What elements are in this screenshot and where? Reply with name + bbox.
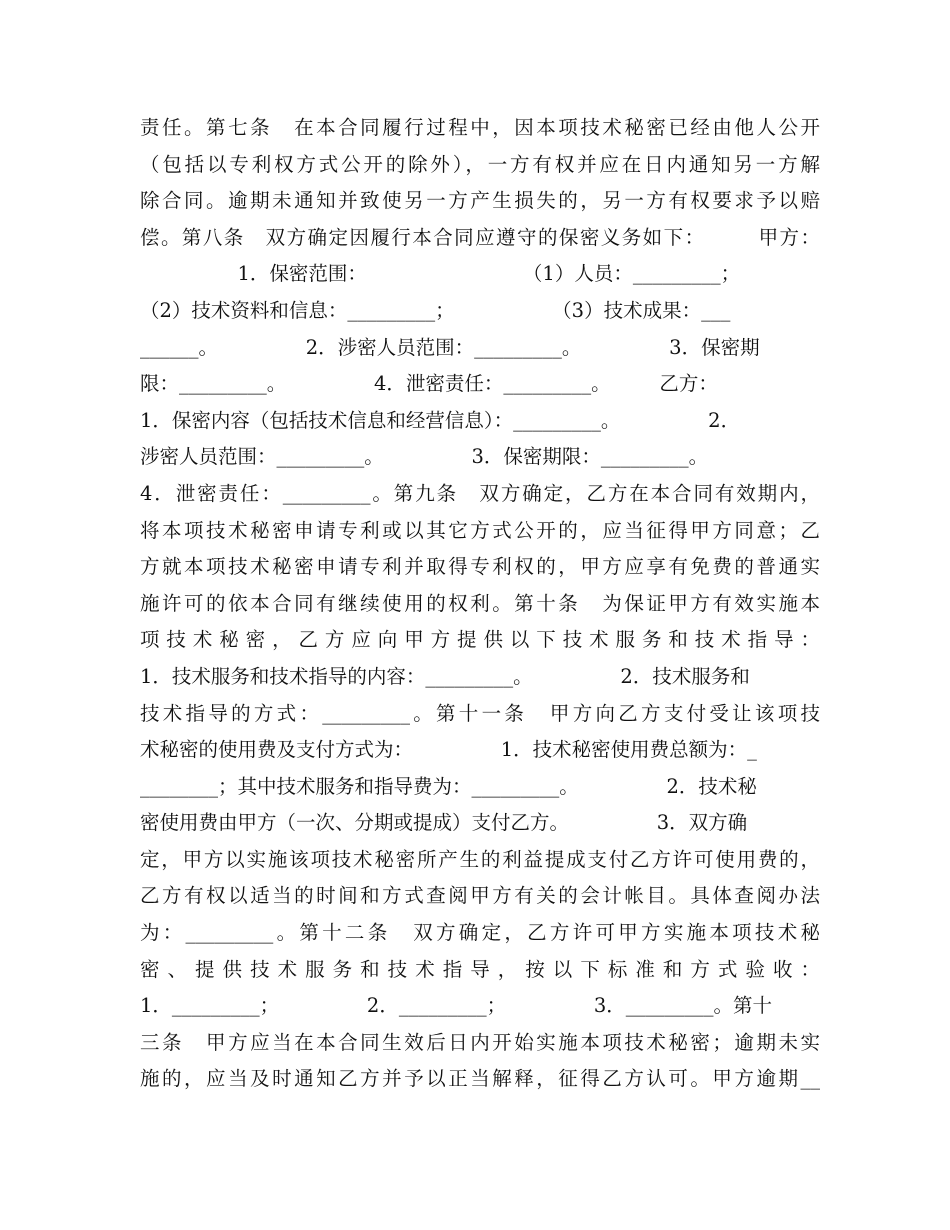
text-line: 密、提供技术服务和技术指导，按以下标准和方式验收：: [140, 957, 820, 981]
text-line: 限：_________。 4．泄密责任：_________。 乙方：: [140, 372, 718, 396]
text-line: 定，甲方以实施该项技术秘密所产生的利益提成支付乙方许可使用费的，: [140, 847, 820, 871]
text-line: 方就本项技术秘密申请专利并取得专利权的，甲方应享有免费的普通实: [140, 555, 820, 579]
text-line: 将本项技术秘密申请专利或以其它方式公开的，应当征得甲方同意；乙: [140, 518, 820, 542]
text-line: 1．保密范围： （1）人员：_________；: [140, 262, 741, 286]
text-line: 项技术秘密，乙方应向甲方提供以下技术服务和技术指导：: [140, 628, 820, 652]
text-line: 术秘密的使用费及支付方式为： 1．技术秘密使用费总额为：_: [140, 738, 757, 762]
text-line: 乙方有权以适当的时间和方式查阅甲方有关的会计帐目。具体查阅办法: [140, 884, 820, 908]
text-line: 技术指导的方式：_________。第十一条 甲方向乙方支付受让该项技: [140, 701, 820, 725]
contract-body-text: [140, 110, 820, 1098]
text-line: 4．泄密责任：_________。第九条 双方确定，乙方在本合同有效期内，: [140, 481, 820, 505]
text-line: （2）技术资料和信息：_________； （3）技术成果：___: [140, 298, 731, 322]
text-line: 责任。第七条 在本合同履行过程中，因本项技术秘密已经由他人公开: [140, 116, 820, 139]
text-line: 密使用费由甲方（一次、分期或提成）支付乙方。 3．双方确: [140, 811, 748, 835]
text-line: （包括以专利权方式公开的除外），一方有权并应在日内通知另一方解: [140, 152, 820, 176]
text-line: 1．_________； 2．_________； 3．_________。第十: [140, 994, 772, 1018]
text-line: 偿。第八条 双方确定因履行本合同应遵守的保密义务如下： 甲方：: [140, 225, 820, 249]
text-line: ______。 2．涉密人员范围：_________。 3．保密期: [140, 335, 760, 359]
text-line: ________；其中技术服务和指导费为：_________。 2．技术秘: [140, 774, 757, 798]
text-line: 除合同。逾期未通知并致使另一方产生损失的，另一方有权要求予以赔: [140, 189, 820, 213]
text-line: 为：_________。第十二条 双方确定，乙方许可甲方实施本项技术秘: [140, 921, 820, 945]
text-line: 施的，应当及时通知乙方并予以正当解释，征得乙方认可。甲方逾期__: [140, 1067, 820, 1091]
text-line: 三条 甲方应当在本合同生效后日内开始实施本项技术秘密；逾期未实: [140, 1030, 820, 1054]
text-line: 施许可的依本合同有继续使用的权利。第十条 为保证甲方有效实施本: [140, 591, 820, 615]
text-line: 1．保密内容（包括技术信息和经营信息）：_________。 2．: [140, 408, 741, 432]
text-line: 涉密人员范围：_________。 3．保密期限：_________。: [140, 445, 709, 469]
text-line: 1．技术服务和技术指导的内容：_________。 2．技术服务和: [140, 664, 750, 688]
